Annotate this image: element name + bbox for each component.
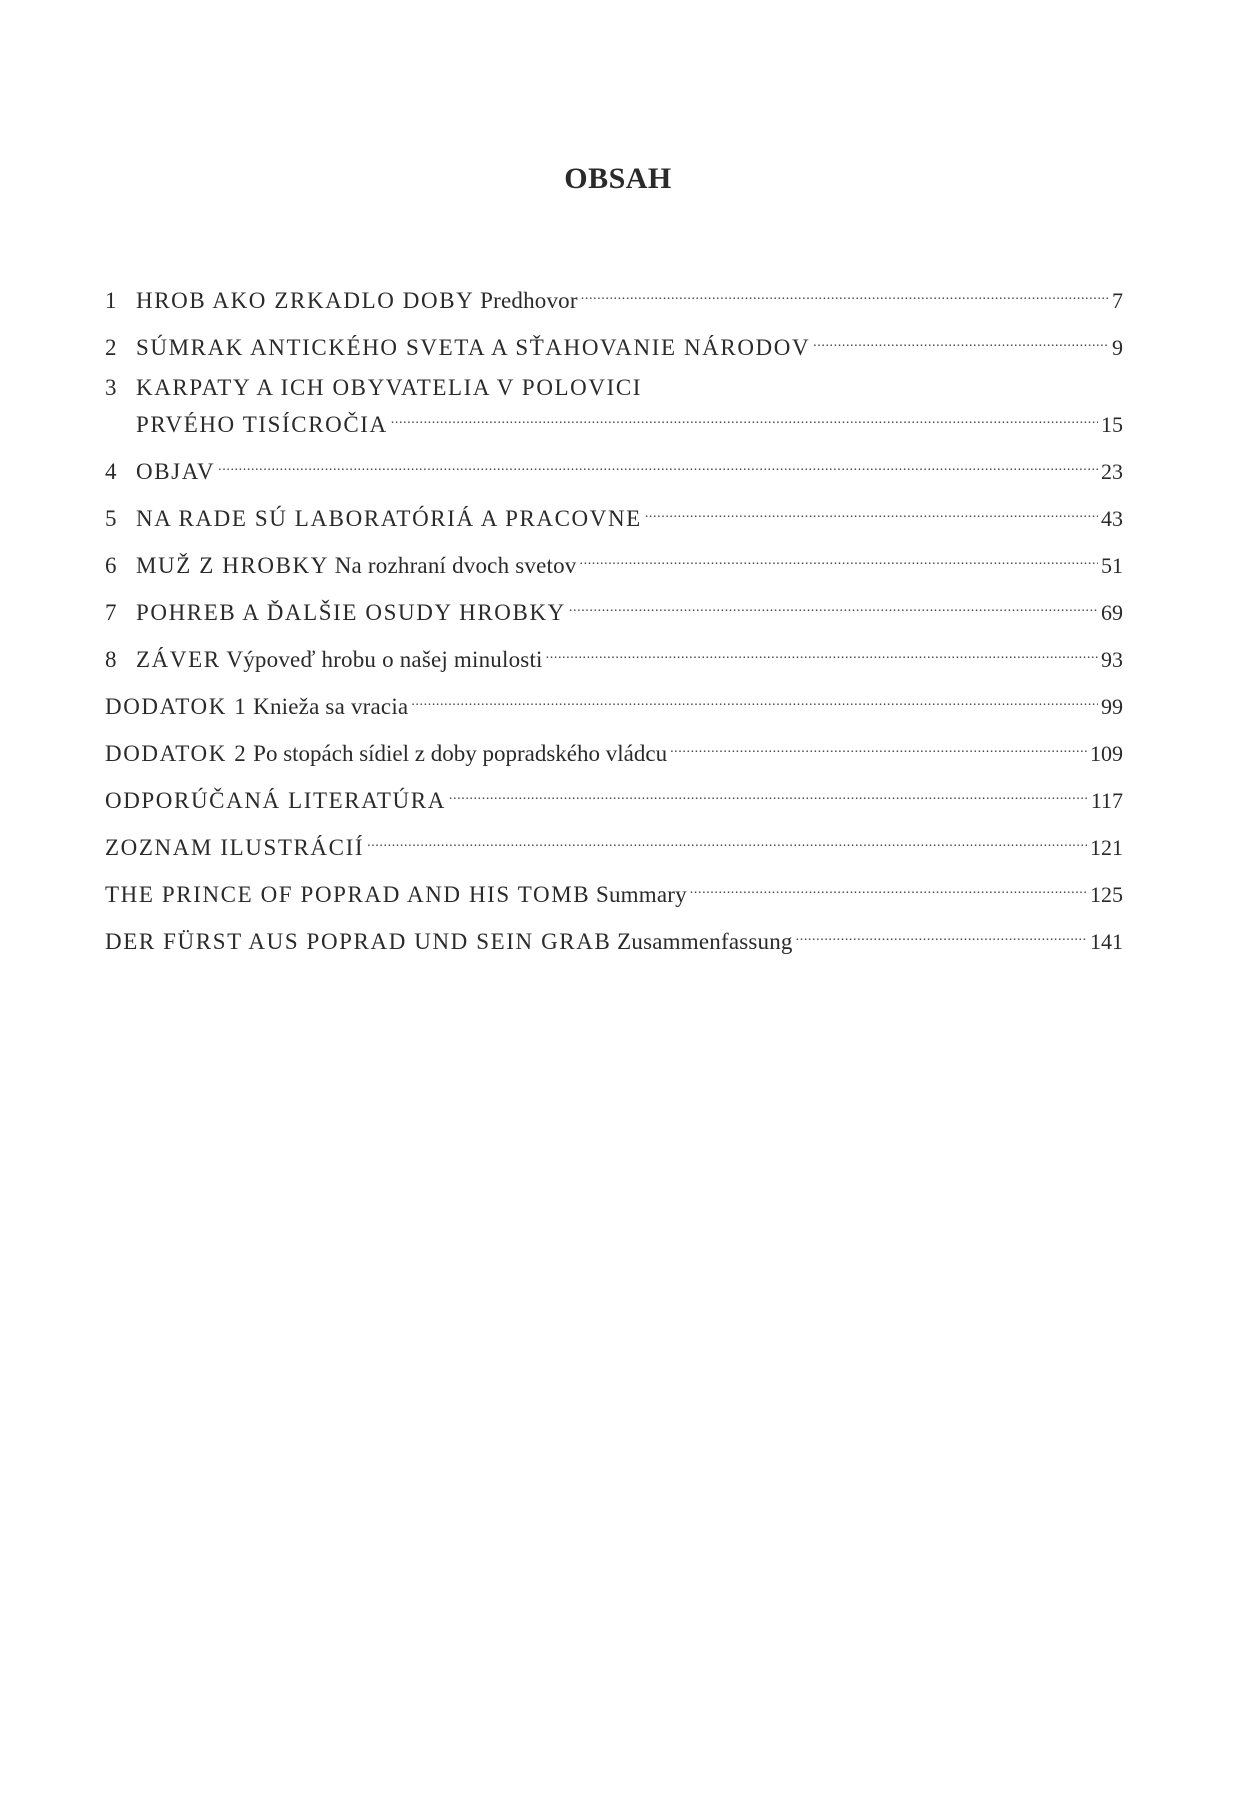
dot-leader <box>411 686 1098 714</box>
toc-entry-3[interactable] <box>105 404 1123 439</box>
entry-number: 2 <box>105 335 117 360</box>
entry-page-number: 117 <box>1090 788 1123 813</box>
dot-leader <box>813 327 1109 355</box>
dot-leader <box>645 498 1098 526</box>
entry-title: OBJAV <box>136 459 216 484</box>
entry-subtitle: Výpoveď hrobu o našej minulosti <box>226 647 543 672</box>
entry-page-number: 69 <box>1101 600 1123 625</box>
dot-leader <box>796 921 1087 949</box>
toc-entry-dodatok-1[interactable] <box>105 686 1123 721</box>
entry-title-line1: KARPATY A ICH OBYVATELIA V POLOVICI <box>136 375 643 400</box>
entry-page-number: 7 <box>1112 288 1123 313</box>
toc-entry-ilustracie[interactable] <box>105 827 1123 862</box>
entry-title: DODATOK 1 <box>105 694 248 719</box>
dot-leader <box>690 874 1087 902</box>
dot-leader <box>580 545 1099 573</box>
entry-number: 8 <box>105 647 117 672</box>
toc-entry-3-line1[interactable] <box>105 374 1123 402</box>
entry-title: ZOZNAM ILUSTRÁCIÍ <box>105 835 365 860</box>
toc-entry-literatura[interactable] <box>105 780 1123 815</box>
entry-subtitle: Po stopách sídiel z doby popradského vládcu <box>253 741 668 766</box>
entry-page-number: 51 <box>1101 553 1123 578</box>
dot-leader <box>569 592 1098 620</box>
entry-subtitle: Summary <box>595 882 687 907</box>
entry-title: PRVÉHO TISÍCROČIA <box>136 412 388 437</box>
entry-subtitle: Na rozhraní dvoch svetov <box>334 553 577 578</box>
entry-page-number: 109 <box>1090 741 1123 766</box>
entry-page-number: 23 <box>1101 459 1123 484</box>
dot-leader <box>670 733 1087 761</box>
entry-title: THE PRINCE OF POPRAD AND HIS TOMB <box>105 882 591 907</box>
dot-leader <box>581 280 1109 308</box>
toc-entry-8[interactable] <box>105 639 1123 674</box>
toc-entry-zusammenfassung[interactable] <box>105 921 1123 956</box>
entry-title: DODATOK 2 <box>105 741 248 766</box>
entry-page-number: 93 <box>1101 647 1123 672</box>
entry-title: NA RADE SÚ LABORATÓRIÁ A PRACOVNE <box>136 506 642 531</box>
dot-leader <box>218 451 1098 479</box>
entry-subtitle: Knieža sa vracia <box>253 694 409 719</box>
dot-leader <box>546 639 1098 667</box>
entry-subtitle: Predhovor <box>480 288 578 313</box>
page-title: OBSAH <box>564 162 672 195</box>
entry-number: 5 <box>105 506 117 531</box>
entry-page-number: 141 <box>1090 929 1123 954</box>
entry-title: ODPORÚČANÁ LITERATÚRA <box>105 788 446 813</box>
dot-leader <box>367 827 1087 855</box>
entry-title: SÚMRAK ANTICKÉHO SVETA A SŤAHOVANIE NÁRODOV <box>136 335 811 360</box>
entry-title: DER FÜRST AUS POPRAD UND SEIN GRAB <box>105 929 612 954</box>
dot-leader <box>449 780 1088 808</box>
entry-subtitle: Zusammenfassung <box>617 929 793 954</box>
toc-entry-summary[interactable] <box>105 874 1123 909</box>
entry-page-number: 9 <box>1112 335 1123 360</box>
entry-number: 1 <box>105 288 117 313</box>
entry-number: 6 <box>105 553 117 578</box>
entry-title: HROB AKO ZRKADLO DOBY <box>136 288 475 313</box>
entry-number: 3 <box>105 375 117 400</box>
entry-number: 4 <box>105 459 117 484</box>
entry-number: 7 <box>105 600 117 625</box>
entry-page-number: 99 <box>1101 694 1123 719</box>
entry-page-number: 121 <box>1090 835 1123 860</box>
toc-entry-4[interactable] <box>105 451 1123 486</box>
entry-page-number: 15 <box>1101 412 1123 437</box>
entry-page-number: 125 <box>1090 882 1123 907</box>
entry-page-number: 43 <box>1101 506 1123 531</box>
entry-title: POHREB A ĎALŠIE OSUDY HROBKY <box>136 600 566 625</box>
toc-entry-7[interactable] <box>105 592 1123 627</box>
toc-entry-6[interactable] <box>105 545 1123 580</box>
dot-leader <box>391 404 1098 432</box>
toc-entry-dodatok-2[interactable] <box>105 733 1123 768</box>
toc-entry-5[interactable] <box>105 498 1123 533</box>
entry-title: MUŽ Z HROBKY <box>136 553 329 578</box>
toc-entry-1[interactable] <box>105 280 1123 315</box>
entry-title: ZÁVER <box>136 647 221 672</box>
toc-entry-2[interactable] <box>105 327 1123 362</box>
